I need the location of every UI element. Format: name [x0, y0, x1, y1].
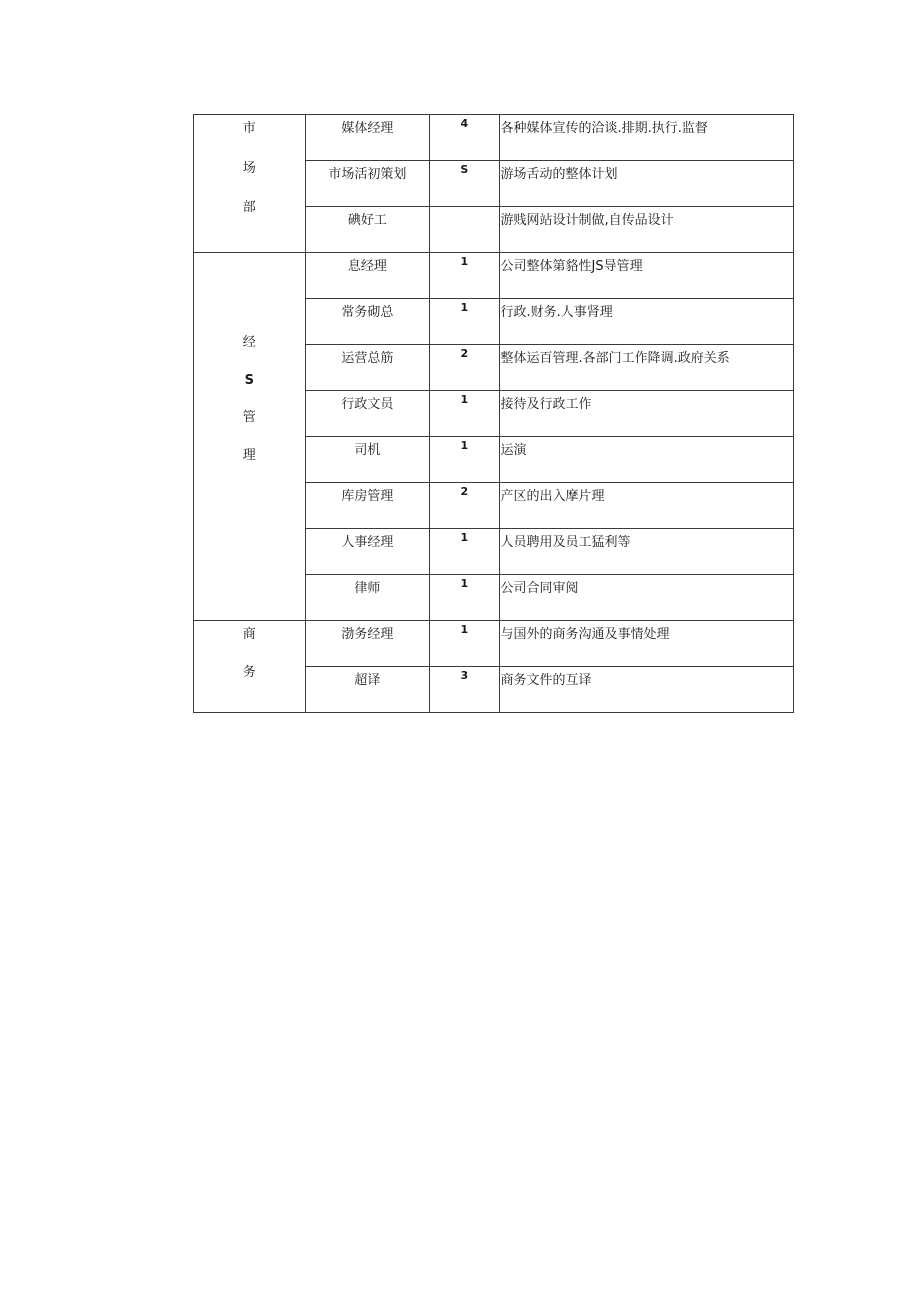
headcount [430, 207, 499, 253]
position-title: 渤务经理 [305, 621, 430, 667]
table-row [194, 115, 794, 161]
dept-char: 场 [242, 160, 256, 176]
headcount: 1 [430, 575, 499, 621]
headcount: 3 [430, 667, 499, 713]
position-title: 运营总筋 [305, 345, 430, 391]
position-title: 库房管理 [305, 483, 430, 529]
headcount: S [430, 161, 499, 207]
headcount: 4 [430, 115, 499, 161]
position-title: 司机 [305, 437, 430, 483]
duty-description: 运演 [499, 437, 794, 483]
dept-cell-market [194, 115, 306, 253]
position-title: 人事经理 [305, 529, 430, 575]
headcount: 1 [430, 529, 499, 575]
headcount: 2 [430, 483, 499, 529]
staffing-table [193, 114, 794, 713]
dept-cell-business [194, 621, 306, 713]
position-title: 息经理 [305, 253, 430, 299]
dept-char: 管 [242, 410, 256, 426]
duty-description: 行政.财务.人事肾理 [499, 299, 794, 345]
duty-description: 公司合同审阅 [499, 575, 794, 621]
dept-char: S [244, 372, 254, 388]
table-row [194, 621, 794, 667]
position-title: 常务砌总 [305, 299, 430, 345]
dept-char: 理 [242, 447, 256, 463]
dept-char: 商 [242, 627, 256, 642]
headcount: 1 [430, 391, 499, 437]
headcount: 1 [430, 437, 499, 483]
duty-description: 游场舌动的整体计划 [499, 161, 794, 207]
duty-description: 各种媒体宣传的洽谈.排期.执行.监督 [499, 115, 794, 161]
table-row [194, 253, 794, 299]
dept-cell-management [194, 253, 306, 621]
position-title: 超译 [305, 667, 430, 713]
duty-description: 公司整体第貉性JS导管理 [499, 253, 794, 299]
dept-char: 部 [242, 200, 256, 216]
headcount: 1 [430, 253, 499, 299]
duty-description: 接待及行政工作 [499, 391, 794, 437]
position-title: 律师 [305, 575, 430, 621]
position-title: 行政文员 [305, 391, 430, 437]
duty-description: 与国外的商务沟通及事情处理 [499, 621, 794, 667]
duty-description: 游贱网站设计制做,自传品设计 [499, 207, 794, 253]
dept-char: 经 [242, 335, 256, 350]
headcount: 2 [430, 345, 499, 391]
dept-char: 市 [242, 121, 256, 136]
duty-description: 产区的出入摩片理 [499, 483, 794, 529]
duty-description: 人员聘用及员工猛利等 [499, 529, 794, 575]
duty-description: 商务文件的互译 [499, 667, 794, 713]
position-title: 碘好工 [305, 207, 430, 253]
duty-description: 整体运百管理.各部门工作降调.政府关系 [499, 345, 794, 391]
position-title: 市场活初策划 [305, 161, 430, 207]
position-title: 媒体经理 [305, 115, 430, 161]
dept-char: 务 [242, 664, 256, 680]
headcount: 1 [430, 299, 499, 345]
headcount: 1 [430, 621, 499, 667]
